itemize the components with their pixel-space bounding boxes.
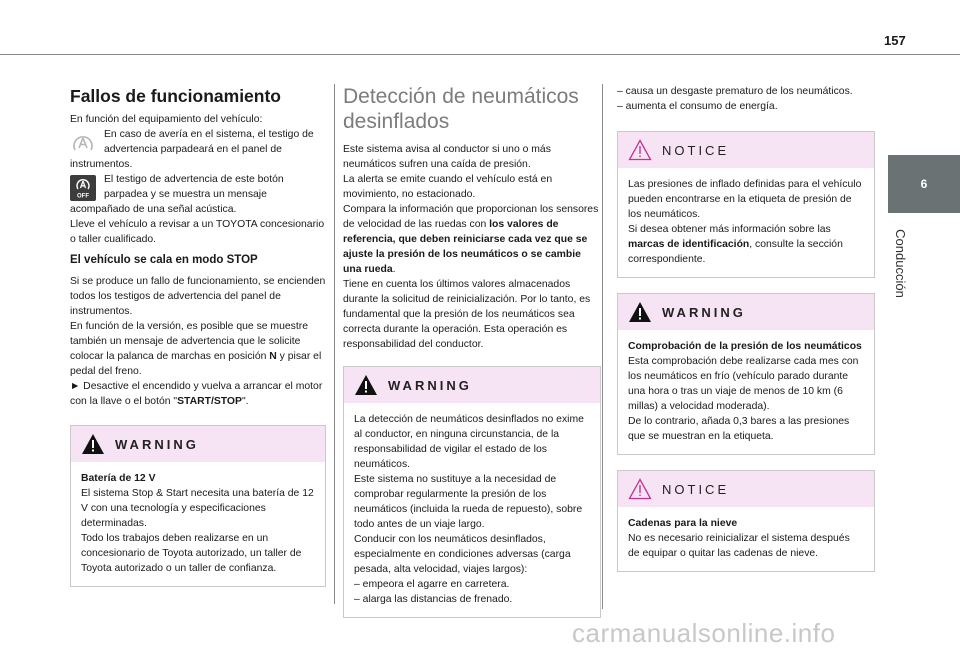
warning-title-text: Batería de 12 V bbox=[81, 473, 156, 484]
chapter-label-text: Conducción bbox=[892, 228, 908, 298]
auto-stop-warning-light-icon bbox=[70, 130, 96, 156]
warning-triangle-icon bbox=[81, 433, 105, 455]
warning-header bbox=[618, 294, 874, 330]
action-pre: Desactive el encendido y vuelva a arrancar el motor con la llave o el botón " bbox=[70, 381, 323, 407]
notice-text-2-pre: Si desea obtener más información sobre las bbox=[628, 224, 831, 235]
page-number: 157 bbox=[884, 33, 906, 48]
warning-bullet-2: – alarga las distancias de frenado. bbox=[354, 594, 513, 605]
warning-title bbox=[628, 339, 864, 354]
notice-tag: NOTICE bbox=[662, 142, 730, 158]
column-divider-1 bbox=[334, 84, 335, 604]
notice-triangle-icon bbox=[628, 478, 652, 500]
warning-body bbox=[71, 462, 325, 586]
button-light-row bbox=[70, 172, 326, 202]
tyre-para-3-post: . bbox=[392, 264, 396, 275]
warning-box-tyre-detection bbox=[343, 366, 601, 618]
warning-text-1: La detección de neumáticos desinflados no exime al conductor, en ninguna circunstancia, de la responsabilidad de vigilar el estado de los neumáticos. bbox=[354, 414, 584, 470]
stall-para-2-post: y pisar el pedal del freno. bbox=[70, 351, 322, 377]
notice-title-text: Cadenas para la nieve bbox=[628, 518, 738, 529]
warning-text-2: Este sistema no sustituye a la necesidad de comprobar regularmente la presión de los neumáticos (incluida la rueda de repuesto), sobre todo antes de un viaje largo. bbox=[354, 474, 583, 530]
notice-title bbox=[628, 516, 864, 531]
after-icons-text: Lleve el vehículo a revisar a un TOYOTA concesionario o taller cualificado. bbox=[70, 219, 325, 245]
tyre-para-3-bold: los valores de referencia, que deben reiniciarse cada vez que se ajuste la presión de los neumáticos o se cambie una rueda bbox=[343, 219, 588, 275]
warning-bullet-1: – empeora el agarre en carretera. bbox=[354, 579, 510, 590]
column-3 bbox=[617, 84, 875, 572]
warning-text-1: El sistema Stop & Start necesita una batería de 12 V con una tecnología y especificaciones determinadas. bbox=[81, 488, 314, 529]
notice-triangle-icon bbox=[628, 139, 652, 161]
notice-box-snow-chains bbox=[617, 470, 875, 572]
notice-text-1: Las presiones de inflado definidas para el vehículo pueden encontrarse en la etiqueta de presión de los neumáticos. bbox=[628, 179, 862, 220]
stop-start-off-button-icon bbox=[70, 175, 96, 201]
icon2-text-rest: acompañado de una señal acústica. bbox=[70, 204, 237, 215]
continued-bullet-1: – causa un desgaste prematuro de los neumáticos. bbox=[617, 86, 853, 97]
warning-triangle-icon bbox=[354, 374, 378, 396]
notice-box-pressures bbox=[617, 131, 875, 278]
watermark: carmanualsonline.info bbox=[572, 618, 836, 648]
warning-body bbox=[344, 403, 600, 617]
notice-text-2 bbox=[628, 222, 864, 267]
warning-light-row bbox=[70, 127, 326, 157]
warning-triangle-icon bbox=[628, 301, 652, 323]
column-divider-2 bbox=[602, 84, 603, 609]
stall-para-2 bbox=[70, 319, 326, 379]
warning-title bbox=[81, 471, 315, 486]
tyre-para-3 bbox=[343, 202, 601, 277]
icon1-text: En caso de avería en el sistema, el testigo de advertencia parpadeará en el panel de bbox=[104, 129, 314, 155]
warning-text-3: Conducir con los neumáticos desinflados, especialmente en condiciones adversas (carga pesada, alta velocidad, viajes largos): bbox=[354, 534, 571, 575]
warning-body bbox=[618, 330, 874, 454]
notice-tag: NOTICE bbox=[662, 481, 730, 497]
stall-para-2-bold: N bbox=[269, 351, 277, 362]
warning-tag: WARNING bbox=[388, 377, 472, 393]
warning-tag: WARNING bbox=[662, 304, 746, 320]
warning-header bbox=[71, 426, 325, 462]
stall-para-1: Si se produce un fallo de funcionamiento, se encienden todos los testigos de advertencia del panel de instrumentos. bbox=[70, 276, 326, 317]
icon1-text-rest: instrumentos. bbox=[70, 159, 133, 170]
warning-box-pressure-check bbox=[617, 293, 875, 455]
off-label: OFF bbox=[77, 193, 89, 200]
section-title-tyre-detection: Detección de neumáticos desinflados bbox=[343, 85, 579, 133]
column-2 bbox=[343, 84, 601, 618]
chapter-label bbox=[888, 218, 912, 308]
continued-bullet-2: – aumenta el consumo de energía. bbox=[617, 101, 778, 112]
top-rule bbox=[0, 54, 960, 55]
icon2-text: El testigo de advertencia de este botón parpadea y se muestra un mensaje bbox=[104, 174, 284, 200]
action-post: ". bbox=[241, 396, 249, 407]
section-title-malfunctions: Fallos de funcionamiento bbox=[70, 86, 281, 106]
stall-action bbox=[70, 379, 326, 409]
chapter-tab[interactable]: 6 bbox=[888, 155, 960, 213]
notice-header bbox=[618, 132, 874, 168]
action-arrow-icon: ► bbox=[70, 381, 81, 392]
warning-text-2: Todo los trabajos deben realizarse en un concesionario de Toyota autorizado, un taller de Toyota autorizado o un taller de confianza. bbox=[81, 533, 302, 574]
column-1 bbox=[70, 84, 326, 587]
tyre-para-1: Este sistema avisa al conductor si uno o más neumáticos sufren una caída de presión. bbox=[343, 144, 551, 170]
notice-body bbox=[618, 507, 874, 571]
notice-header bbox=[618, 471, 874, 507]
warning-text-1: Esta comprobación debe realizarse cada mes con los neumáticos en frío (vehículo parado durante una hora o tras un viaje de menos de 10 km (6 millas) a velocidad moderada). bbox=[628, 356, 859, 412]
action-bold: START/STOP bbox=[177, 396, 242, 407]
warning-header bbox=[344, 367, 600, 403]
notice-text-1: No es necesario reinicializar el sistema después de equipar o quitar las cadenas de nieve. bbox=[628, 533, 850, 559]
notice-text-2-post: , consulte la sección correspondiente. bbox=[628, 239, 843, 265]
tyre-para-2: La alerta se emite cuando el vehículo está en movimiento, no estacionado. bbox=[343, 174, 553, 200]
warning-tag: WARNING bbox=[115, 436, 199, 452]
warning-title-text: Comprobación de la presión de los neumáticos bbox=[628, 341, 862, 352]
warning-box-battery bbox=[70, 425, 326, 587]
notice-body bbox=[618, 168, 874, 277]
subtitle-stall-stop: El vehículo se cala en modo STOP bbox=[70, 254, 258, 266]
tyre-para-3-pre: Compara la información que proporcionan los sensores de velocidad de las ruedas con bbox=[343, 204, 599, 230]
intro-text: En función del equipamiento del vehículo: bbox=[70, 114, 263, 125]
warning-text-2: De lo contrario, añada 0,3 bares a las presiones que se muestran en la etiqueta. bbox=[628, 416, 850, 442]
notice-text-2-bold: marcas de identificación bbox=[628, 239, 750, 250]
stall-para-2-pre: En función de la versión, es posible que se muestre también un mensaje de advertencia que le solicite colocar la palanca de marchas en posición bbox=[70, 321, 308, 362]
tyre-para-4: Tiene en cuenta los últimos valores almacenados durante la solicitud de reinicialización. Por lo tanto, es fundamental que la presión de los neumáticos sea correcta durante la operación. Esta operación es responsabilidad del conductor. bbox=[343, 279, 591, 350]
